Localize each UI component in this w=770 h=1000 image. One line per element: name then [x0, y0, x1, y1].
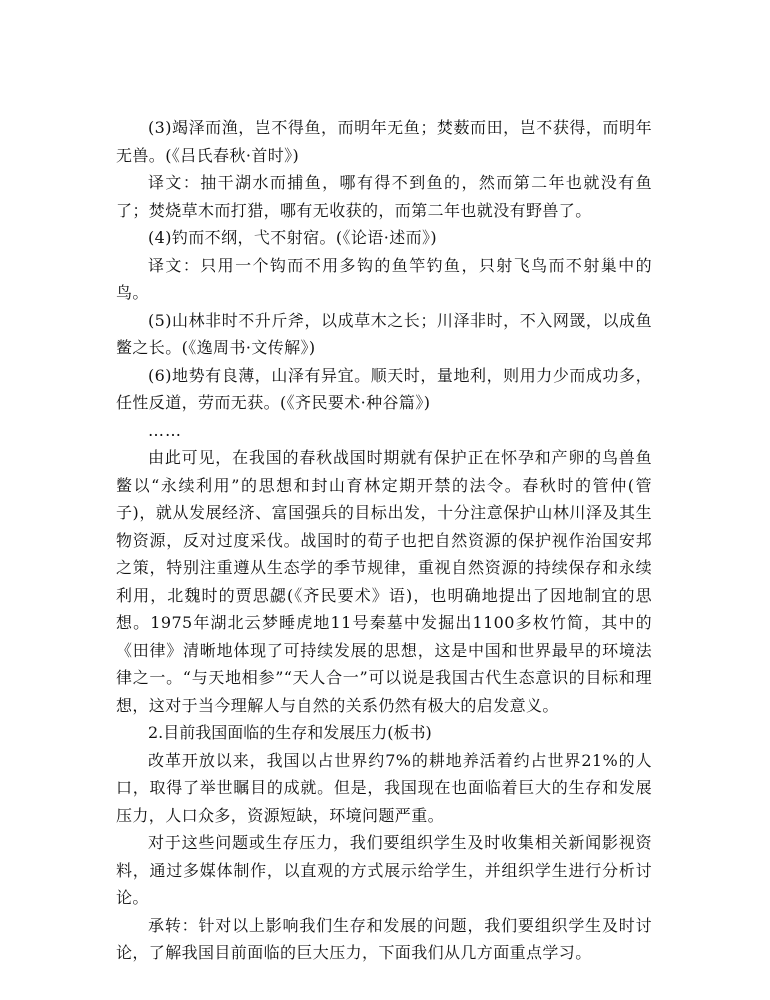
quote-lunyu: (4)钓而不纲，弋不射宿。(《论语·述而》) — [148, 228, 438, 247]
translation-lunyu: 译文：只用一个钩而不用多钩的鱼竿钓鱼，只射飞鸟而不射巢中的鸟。 — [116, 255, 652, 302]
ellipsis: …… — [148, 420, 182, 440]
quote-qimin-yaoshu: (6)地势有良薄，山泽有异宜。顺天时，量地利，则用力少而成功多，任性反道，劳而无获。(《齐民要术·种谷篇》) — [116, 365, 652, 412]
quote-lushi-chunqiu: (3)竭泽而渔，岂不得鱼，而明年无鱼；焚薮而田，岂不获得，而明年无兽。(《吕氏春秋·首时》) — [116, 118, 652, 165]
translation-lushi-chunqiu: 译文：抽干湖水而捕鱼，哪有得不到鱼的，然而第二年也就没有鱼了；焚烧草木而打猎，哪有无收获的，而第二年也就没有野兽了。 — [116, 173, 652, 220]
paragraph-reform: 改革开放以来，我国以占世界约7%的耕地养活着约占世界21%的人口，取得了举世瞩目的成就。但是，我国现在也面临着巨大的生存和发展压力，人口众多，资源短缺，环境问题严重。 — [116, 750, 652, 825]
section-heading: 2.目前我国面临的生存和发展压力(板书) — [148, 723, 432, 742]
document-page — [116, 114, 652, 967]
paragraph-transition: 承转：针对以上影响我们生存和发展的问题，我们要组织学生及时讨论，了解我国目前面临的巨大压力，下面我们从几方面重点学习。 — [116, 915, 652, 962]
quote-yizhoushu: (5)山林非时不升斤斧，以成草木之长；川泽非时，不入网罭，以成鱼鳖之长。(《逸周书·文传解》) — [116, 310, 652, 357]
paragraph-conclusion: 由此可见，在我国的春秋战国时期就有保护正在怀孕和产卵的鸟兽鱼鳖以“永续利用”的思想和封山育林定期开禁的法令。春秋时的管仲(管子)，就从发展经济、富国强兵的目标出发，十分注意保护山林川泽及其生物资源，反对过度采伐。战国时的荀子也把自然资源的保护视作治国安邦之策，特别注重遵从生态学的季节规律，重视自然资源的持续保存和永续利用，北魏时的贾思勰(《齐民要术》语)，也明确地提出了因地制宜的思想。1975年湖北云梦睡虎地11号秦墓中发掘出1100多枚竹简，其中的《田律》清晰地体现了可持续发展的思想，这是中国和世界最早的环境法律之一。“与天地相参”“天人合一”可以说是我国古代生态意识的目标和理想，这对于当今理解人与自然的关系仍然有极大的启发意义。 — [116, 448, 652, 715]
paragraph-method: 对于这些问题或生存压力，我们要组织学生及时收集相关新闻影视资料，通过多媒体制作，以直观的方式展示给学生，并组织学生进行分析讨论。 — [116, 833, 652, 907]
